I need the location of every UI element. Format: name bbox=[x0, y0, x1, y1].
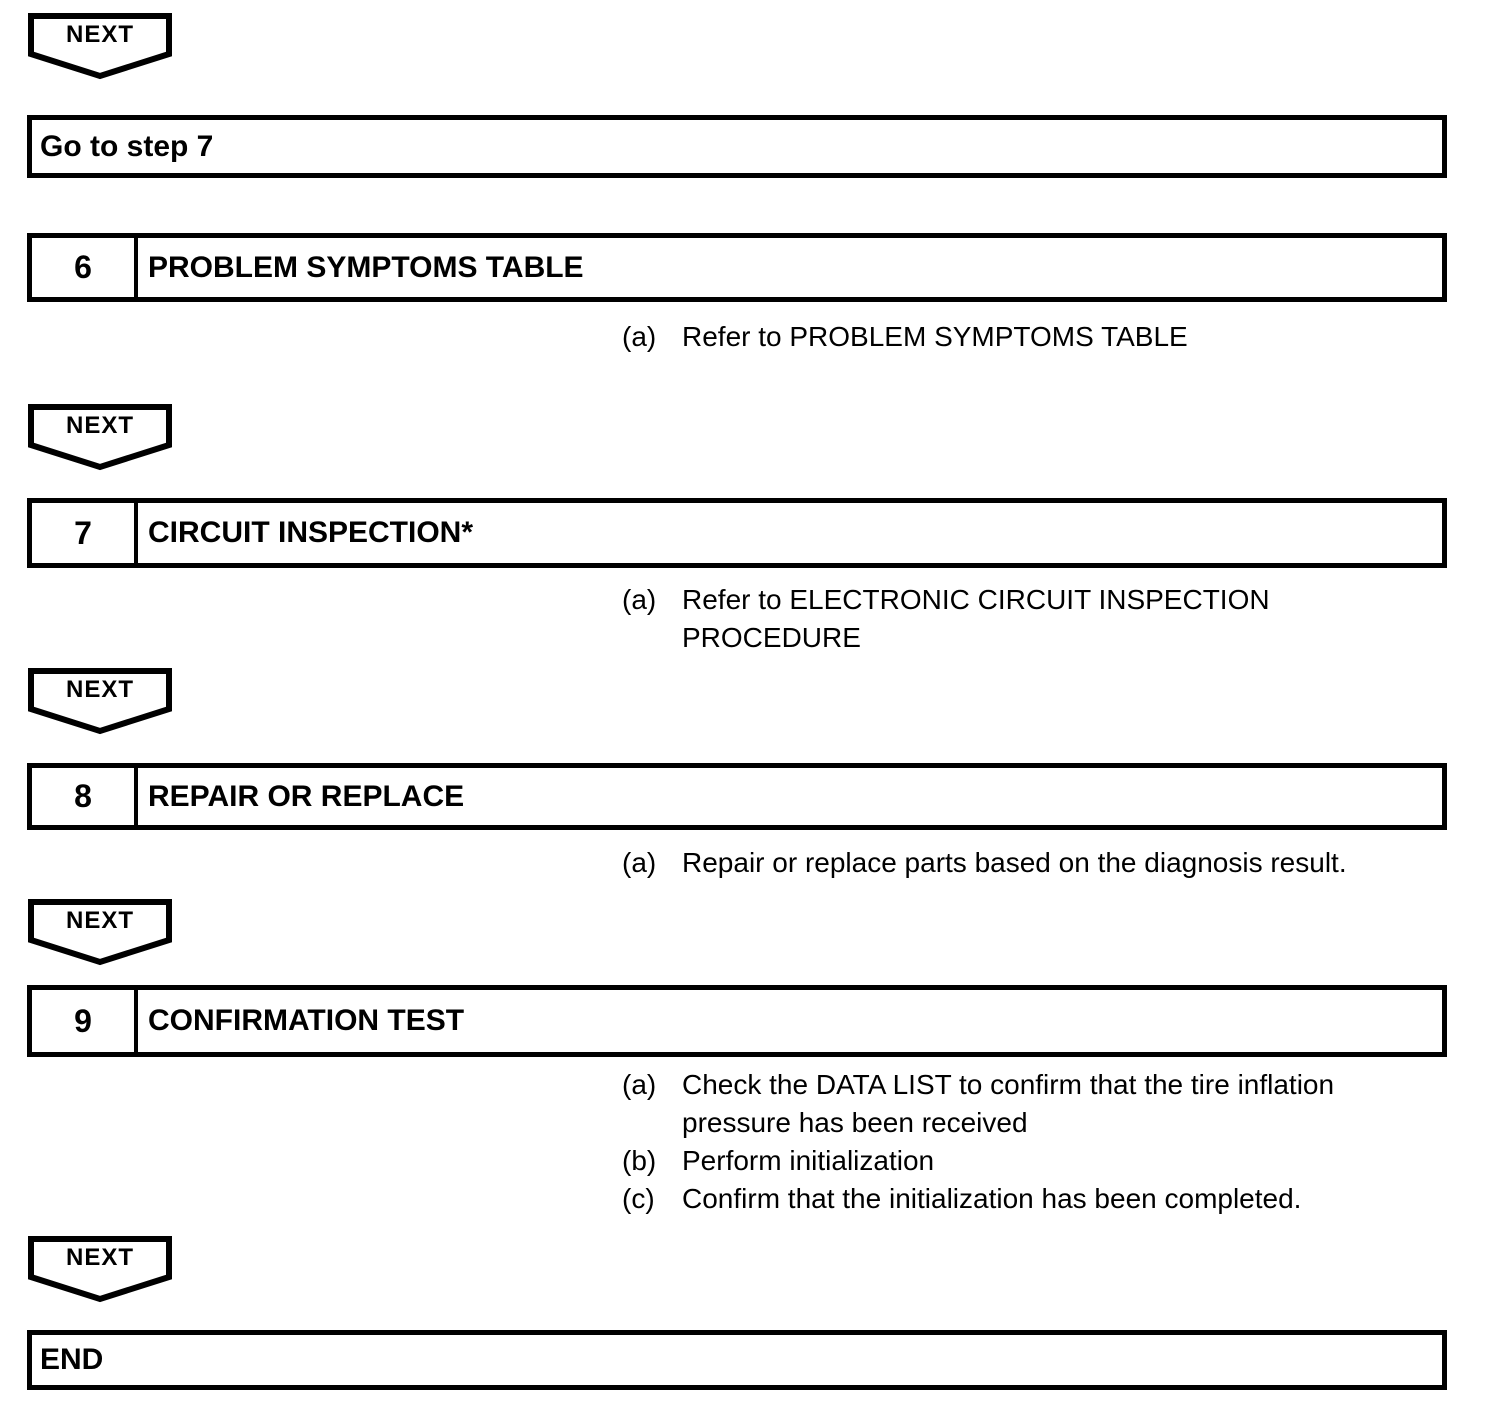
step-7-substeps bbox=[622, 581, 1270, 657]
step-9-substeps bbox=[622, 1066, 1334, 1218]
next-arrow-label: NEXT bbox=[65, 1244, 134, 1271]
end-box bbox=[27, 1330, 1447, 1390]
next-arrow bbox=[27, 898, 173, 966]
next-arrow-label: NEXT bbox=[65, 21, 134, 48]
step-number: 8 bbox=[32, 768, 138, 825]
substep-label: (a) bbox=[622, 584, 657, 615]
step-box-7 bbox=[27, 498, 1447, 568]
substep bbox=[622, 1066, 1334, 1142]
next-arrow bbox=[27, 403, 173, 471]
substep-label: (a) bbox=[622, 847, 657, 878]
substep-label: (a) bbox=[622, 1069, 657, 1100]
substep bbox=[622, 581, 1270, 657]
substep-text: Refer to ELECTRONIC CIRCUIT INSPECTION bbox=[682, 584, 1270, 615]
step-title: CONFIRMATION TEST bbox=[148, 1004, 465, 1037]
substep-text: pressure has been received bbox=[682, 1107, 1028, 1138]
goto-step-label: Go to step 7 bbox=[40, 129, 214, 163]
next-arrow bbox=[27, 1235, 173, 1303]
step-number: 9 bbox=[32, 990, 138, 1052]
substep-text: Repair or replace parts based on the diagnosis result. bbox=[682, 847, 1347, 878]
substep-label: (b) bbox=[622, 1145, 657, 1176]
substep bbox=[622, 1142, 1334, 1180]
step-8-substeps bbox=[622, 844, 1347, 882]
next-arrow-label: NEXT bbox=[65, 676, 134, 703]
step-number: 6 bbox=[32, 238, 138, 297]
step-title: CIRCUIT INSPECTION* bbox=[148, 516, 474, 549]
step-number: 7 bbox=[32, 503, 138, 563]
substep bbox=[622, 844, 1347, 882]
step-title: REPAIR OR REPLACE bbox=[148, 779, 465, 813]
goto-step-box bbox=[27, 115, 1447, 178]
substep-text: Perform initialization bbox=[682, 1145, 935, 1176]
substep-label: (a) bbox=[622, 321, 657, 352]
step-title: PROBLEM SYMPTOMS TABLE bbox=[148, 250, 584, 284]
substep-label: (c) bbox=[622, 1183, 655, 1214]
substep bbox=[622, 1180, 1334, 1218]
substep-text: Confirm that the initialization has been completed. bbox=[682, 1183, 1302, 1214]
step-box-8 bbox=[27, 763, 1447, 830]
next-arrow bbox=[27, 667, 173, 735]
substep-text: PROCEDURE bbox=[682, 622, 861, 653]
end-label: END bbox=[40, 1343, 104, 1376]
next-arrow-label: NEXT bbox=[65, 412, 134, 439]
step-box-6 bbox=[27, 233, 1447, 302]
substep bbox=[622, 318, 1188, 356]
substep-text: Refer to PROBLEM SYMPTOMS TABLE bbox=[682, 321, 1188, 352]
step-box-9 bbox=[27, 985, 1447, 1057]
substep-text: Check the DATA LIST to confirm that the tire inflation bbox=[682, 1069, 1335, 1100]
next-arrow-label: NEXT bbox=[65, 907, 134, 934]
step-6-substeps bbox=[622, 318, 1188, 356]
next-arrow bbox=[27, 12, 173, 80]
